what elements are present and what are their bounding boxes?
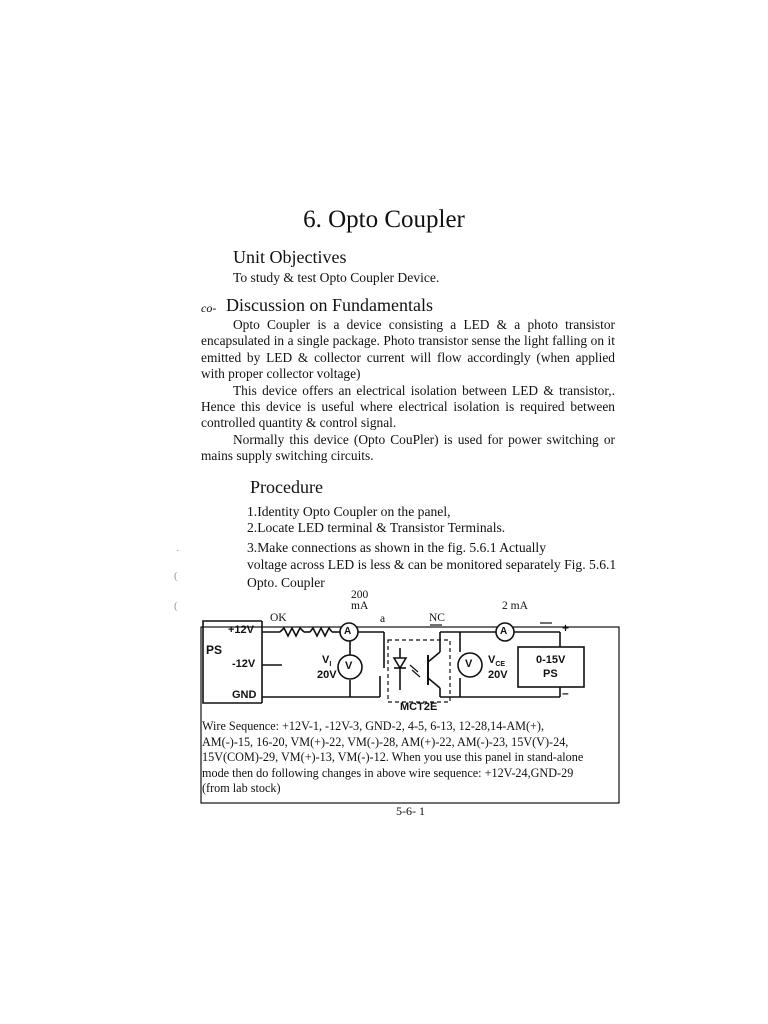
minus-12v-label: -12V <box>232 658 256 670</box>
wire-sequence <box>202 719 583 797</box>
voltmeter-right-symbol: V <box>465 658 473 670</box>
vce-subscript: CE <box>495 661 506 669</box>
ammeter-left-symbol: A <box>344 626 352 637</box>
wire-sequence-line-3: 15V(COM)-29, VM(+)-13, VM(-)-12. When you use this panel in stand-alone <box>202 750 584 765</box>
discussion-heading: Discussion on Fundamentals <box>226 295 433 315</box>
vce-range-label: 20V <box>488 669 508 681</box>
wire-sequence-line-2: AM(-)-15, 16-20, VM(+)-22, VM(-)-28, AM(+)-22, AM(-)-23, 15V(V)-24, <box>202 734 569 749</box>
discussion-prefix: co- <box>201 301 217 315</box>
scan-mark: ( <box>174 570 178 582</box>
vce-symbol: V <box>488 654 496 666</box>
procedure-step-3-line-3: Opto. Coupler <box>247 575 325 590</box>
discussion-paragraph-3: Normally this device (Opto CouPler) is used for power switching or mains supply switching circuits. <box>201 431 615 464</box>
procedure-step-3-line-1: 3.Make connections as shown in the fig. 5.6.1 Actually <box>247 540 547 555</box>
procedure-heading: Procedure <box>250 477 323 497</box>
current-label-2ma: 2 mA <box>502 600 528 612</box>
discussion-paragraph-2: This device offers an electrical isolation between LED & transistor,. Hence this device is useful where electrical isolation is required between controlled quantity & control signal. <box>201 382 615 431</box>
gnd-label: GND <box>232 689 257 701</box>
procedure-step-2: 2.Locate LED terminal & Transistor Terminals. <box>247 520 506 535</box>
voltmeter-left-symbol: V <box>345 660 353 672</box>
label-nc: NC <box>429 612 445 624</box>
ps-minus-terminal: – <box>562 686 569 700</box>
vce-label <box>488 654 505 668</box>
procedure-step-1: 1.Identity Opto Coupler on the panel, <box>247 504 451 519</box>
page-title: 6. Opto Coupler <box>303 206 465 233</box>
ps-label: PS <box>206 643 223 657</box>
current-unit-ma: mA <box>351 600 369 612</box>
objectives-text: To study & test Opto Coupler Device. <box>233 270 440 285</box>
mct2e-label: MCT2E <box>400 701 438 713</box>
ps-0-15v-sub-label: PS <box>543 668 558 680</box>
wire-sequence-line-1: Wire Sequence: +12V-1, -12V-3, GND-2, 4-5, 6-13, 12-28,14-AM(+), <box>202 719 545 733</box>
resistor-1 <box>280 628 304 636</box>
discussion-paragraph-1: Opto Coupler is a device consisting a LED & a photo transistor encapsulated in a single package. Photo transistor sense the light falling on it emitted by LED & collector current will flow accordingly (when applied with proper collector voltage) <box>201 317 615 382</box>
vi-subscript: I <box>329 661 332 669</box>
ps-plus-terminal: + <box>562 621 570 635</box>
objectives-heading: Unit Objectives <box>233 247 347 267</box>
wire-sequence-line-5: (from lab stock) <box>202 781 281 796</box>
procedure-step-3-line-2: voltage across LED is less & can be monitored separately Fig. 5.6.1 <box>247 557 617 572</box>
vi-range-label: 20V <box>317 669 337 681</box>
led-symbol <box>394 658 406 668</box>
ammeter-right-symbol: A <box>500 626 508 637</box>
label-ok: OK <box>270 612 287 624</box>
ps-0-15v-box <box>518 647 584 687</box>
current-label-200: 200 <box>351 589 369 601</box>
page-number: 5-6- 1 <box>396 804 425 818</box>
label-a: a <box>380 613 386 625</box>
vi-symbol: V <box>322 654 330 666</box>
scan-mark: · <box>176 545 180 557</box>
ps-0-15v-label: 0-15V <box>536 654 566 666</box>
plus-12v-label: +12V <box>228 624 254 636</box>
vi-label <box>322 654 331 668</box>
resistor-2 <box>310 628 332 636</box>
scan-mark: ( <box>174 600 178 612</box>
wire-sequence-line-4: mode then do following changes in above wire sequence: +12V-24,GND-29 <box>202 765 574 780</box>
